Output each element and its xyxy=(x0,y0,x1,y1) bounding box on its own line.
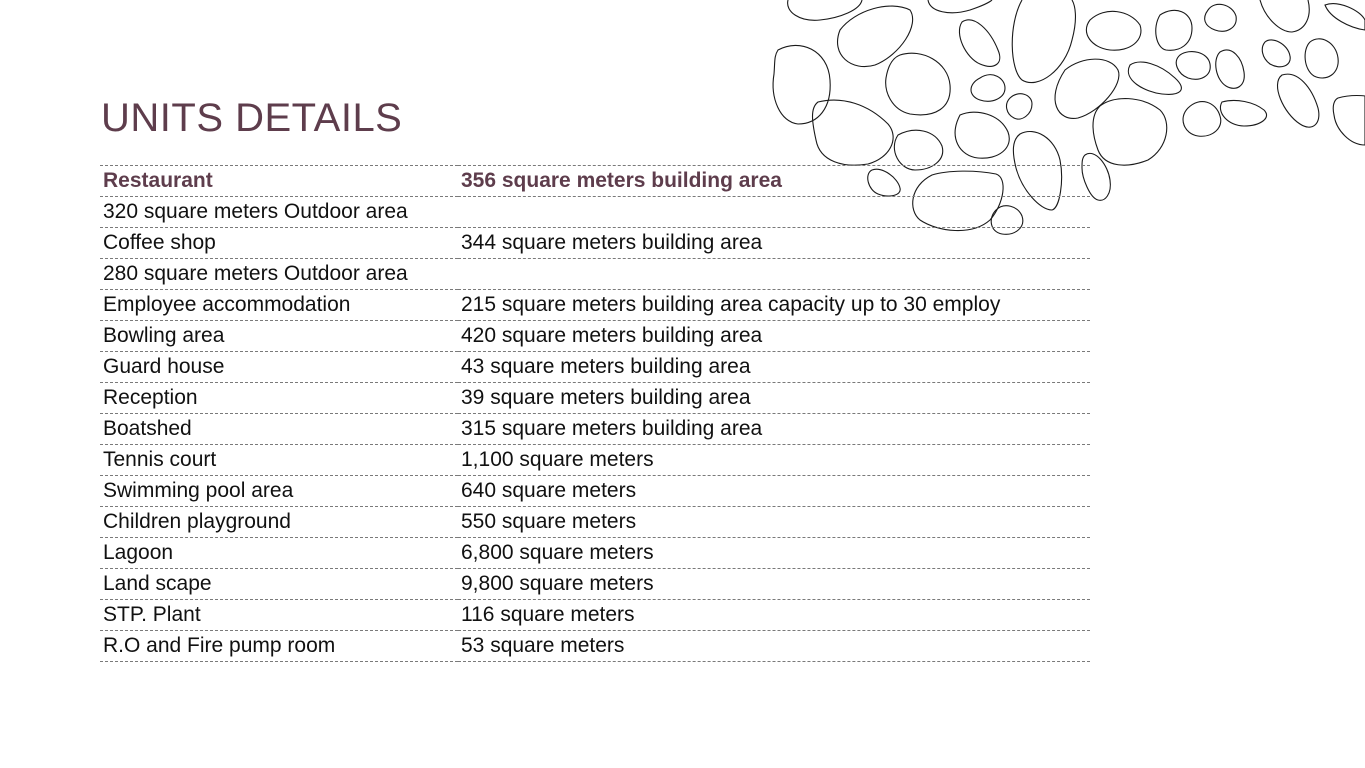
unit-name: Coffee shop xyxy=(100,228,458,259)
unit-name: Lagoon xyxy=(100,538,458,569)
unit-name: 280 square meters Outdoor area xyxy=(100,259,458,290)
table-row xyxy=(100,538,1090,569)
unit-area: 550 square meters xyxy=(458,507,1090,538)
unit-name: 320 square meters Outdoor area xyxy=(100,197,458,228)
unit-area: 53 square meters xyxy=(458,631,1090,662)
unit-area: 43 square meters building area xyxy=(458,352,1090,383)
table-row xyxy=(100,259,1090,290)
unit-name: Bowling area xyxy=(100,321,458,352)
table-row xyxy=(100,476,1090,507)
table-row xyxy=(100,569,1090,600)
table-row xyxy=(100,631,1090,662)
table-row xyxy=(100,414,1090,445)
unit-name: Children playground xyxy=(100,507,458,538)
unit-name: Employee accommodation xyxy=(100,290,458,321)
unit-name: Tennis court xyxy=(100,445,458,476)
unit-name: Boatshed xyxy=(100,414,458,445)
unit-area: 1,100 square meters xyxy=(458,445,1090,476)
unit-area: 640 square meters xyxy=(458,476,1090,507)
unit-name: R.O and Fire pump room xyxy=(100,631,458,662)
table-row xyxy=(100,507,1090,538)
table-row xyxy=(100,600,1090,631)
unit-area: 215 square meters building area capacity up to 30 employ xyxy=(458,290,1090,321)
unit-area xyxy=(458,259,1090,290)
unit-area: 116 square meters xyxy=(458,600,1090,631)
unit-name: Land scape xyxy=(100,569,458,600)
table-row xyxy=(100,352,1090,383)
unit-area: 420 square meters building area xyxy=(458,321,1090,352)
unit-name: Guard house xyxy=(100,352,458,383)
table-row xyxy=(100,290,1090,321)
unit-area: 6,800 square meters xyxy=(458,538,1090,569)
table-row xyxy=(100,197,1090,228)
unit-area xyxy=(458,197,1090,228)
unit-name: Swimming pool area xyxy=(100,476,458,507)
unit-name: Reception xyxy=(100,383,458,414)
table-row-restaurant xyxy=(100,166,1090,197)
unit-name: Restaurant xyxy=(100,166,458,197)
unit-area: 344 square meters building area xyxy=(458,228,1090,259)
unit-area: 39 square meters building area xyxy=(458,383,1090,414)
page-title: UNITS DETAILS xyxy=(101,96,403,140)
table-row xyxy=(100,228,1090,259)
table-row xyxy=(100,321,1090,352)
table-row xyxy=(100,383,1090,414)
table-row xyxy=(100,445,1090,476)
unit-area: 9,800 square meters xyxy=(458,569,1090,600)
unit-name: STP. Plant xyxy=(100,600,458,631)
units-details-table xyxy=(100,165,1090,662)
unit-area: 315 square meters building area xyxy=(458,414,1090,445)
unit-area: 356 square meters building area xyxy=(458,166,1090,197)
